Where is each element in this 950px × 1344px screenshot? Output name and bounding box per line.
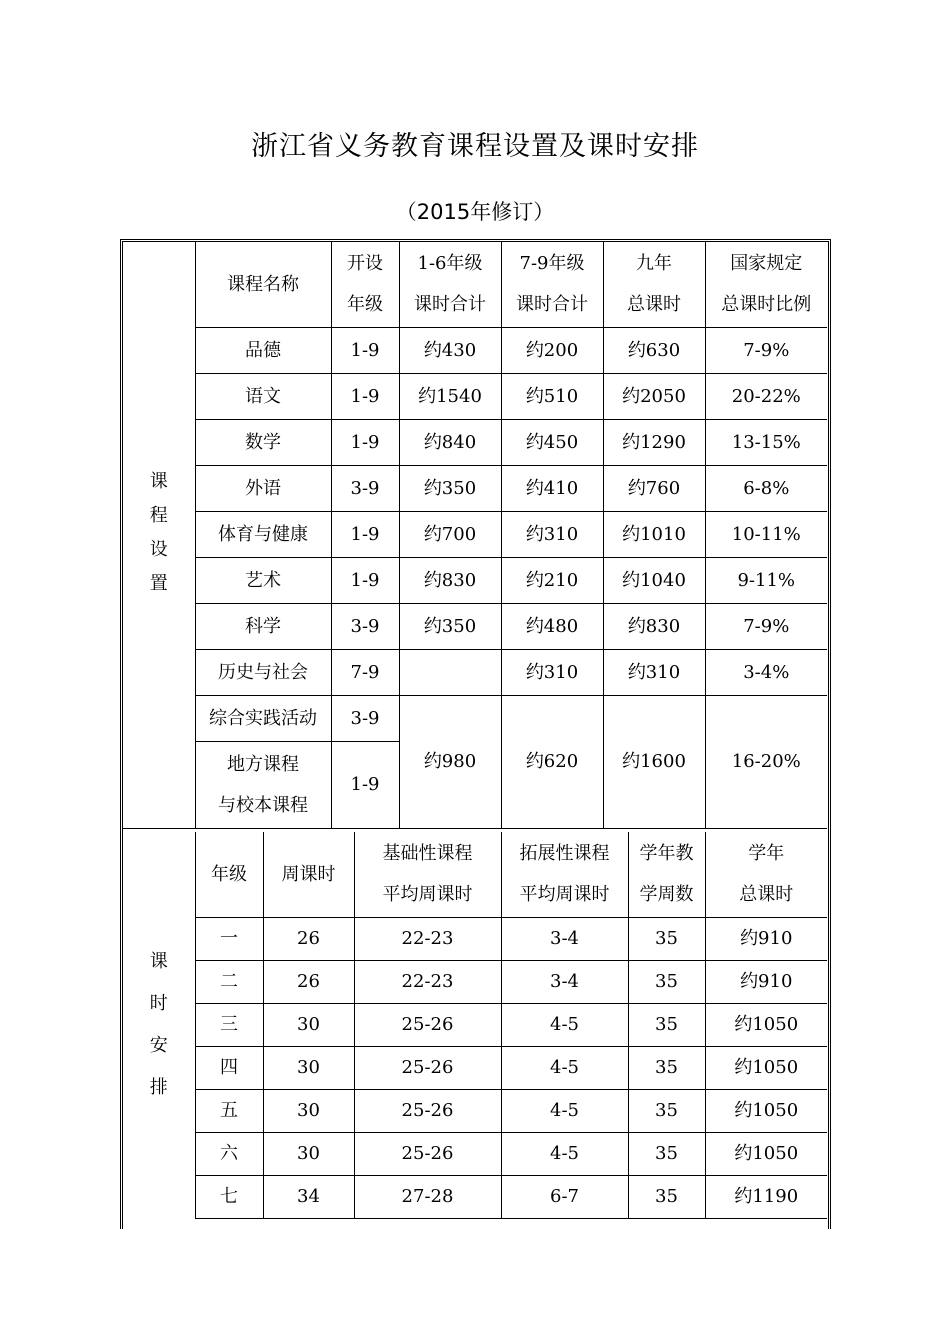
table-row: 语文 1-9 约1540 约510 约2050 20-22% (123, 373, 827, 419)
table-row: 二 26 22-23 3-4 35 约910 (123, 960, 827, 1003)
schedule-table (123, 832, 827, 1219)
table-row: 综合实践活动 3-9 约980 约620 约1600 16-20% (123, 695, 827, 741)
table-row: 四 30 25-26 4-5 35 约1050 (123, 1046, 827, 1089)
table-row: 科学 3-9 约350 约480 约830 7-9% (123, 603, 827, 649)
table-row: 五 30 25-26 4-5 35 约1050 (123, 1089, 827, 1132)
table-row: 一 26 22-23 3-4 35 约910 (123, 917, 827, 960)
header-weekly: 周课时 (263, 832, 354, 917)
page-title: 浙江省义务教育课程设置及课时安排 (251, 131, 699, 162)
table-row: 历史与社会 7-9 约310 约310 3-4% (123, 649, 827, 695)
header-course-name: 课程名称 (195, 242, 331, 327)
header-grades: 开设 年级 (331, 242, 399, 327)
page-subtitle: （2015年修订） (395, 200, 555, 224)
curriculum-table (123, 242, 827, 829)
header-ext: 拓展性课程 平均周课时 (501, 832, 628, 917)
header-ratio: 国家规定 总课时比例 (705, 242, 827, 327)
schedule-section-label: 课 时 安 排 (123, 832, 195, 1218)
table-row: 地方课程 与校本课程 1-9 (123, 741, 827, 828)
header-weeks: 学年教 学周数 (628, 832, 705, 917)
header-grade: 年级 (195, 832, 263, 917)
header-g79: 7-9年级 课时合计 (501, 242, 603, 327)
header-total: 九年 总课时 (603, 242, 705, 327)
table-row: 六 30 25-26 4-5 35 约1050 (123, 1132, 827, 1175)
table-row: 外语 3-9 约350 约410 约760 6-8% (123, 465, 827, 511)
header-year-total: 学年 总课时 (705, 832, 827, 917)
table-row: 三 30 25-26 4-5 35 约1050 (123, 1003, 827, 1046)
table-row: 艺术 1-9 约830 约210 约1040 9-11% (123, 557, 827, 603)
table-row: 七 34 27-28 6-7 35 约1190 (123, 1175, 827, 1218)
table-row: 品德 1-9 约430 约200 约630 7-9% (123, 327, 827, 373)
curriculum-section-label: 课 程 设 置 (123, 242, 195, 828)
header-basic: 基础性课程 平均周课时 (354, 832, 501, 917)
table-row: 体育与健康 1-9 约700 约310 约1010 10-11% (123, 511, 827, 557)
header-g16: 1-6年级 课时合计 (399, 242, 501, 327)
table-row: 数学 1-9 约840 约450 约1290 13-15% (123, 419, 827, 465)
